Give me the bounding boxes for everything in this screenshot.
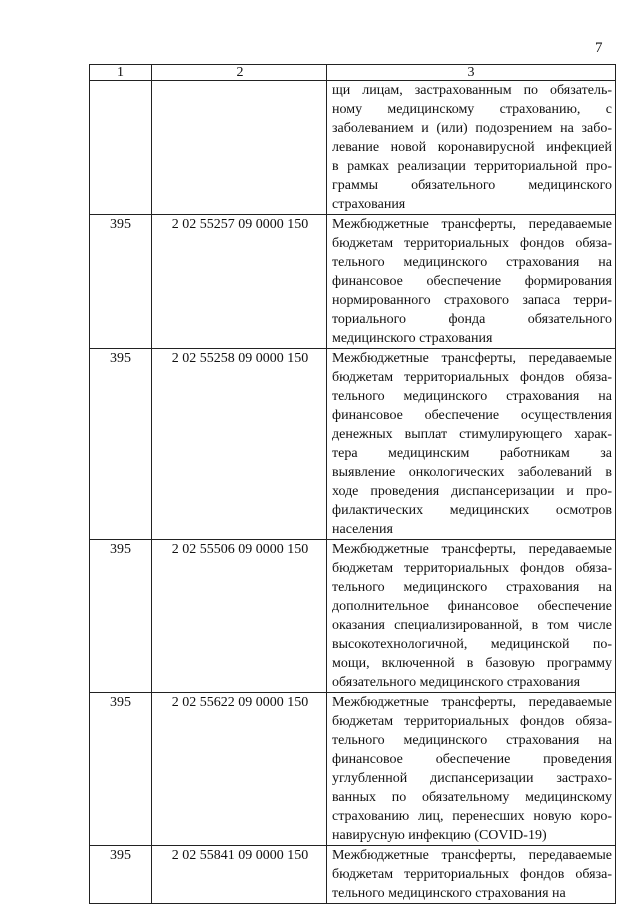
description-line: Межбюджетные трансферты, передаваемые xyxy=(332,695,612,710)
row-description-cell xyxy=(327,81,616,215)
row-description-cell xyxy=(327,846,616,904)
description-line: тельного медицинского страхования на xyxy=(332,886,566,901)
header-col-2: 2 xyxy=(152,65,327,81)
description-line: мощи, включенной в базовую программу xyxy=(332,656,612,671)
description-line: Межбюджетные трансферты, передаваемые xyxy=(332,217,612,232)
description-line: финансовое обеспечение осуществления xyxy=(332,408,612,423)
description-line: дополнительное финансовое обеспечение xyxy=(332,599,612,614)
row-classification-cell xyxy=(152,846,327,904)
budget-classification-code: 2 02 55622 09 0000 150 xyxy=(171,695,309,710)
budget-classification-code: 2 02 55257 09 0000 150 xyxy=(171,217,309,232)
description-line: бюджетам территориальных фондов обяза- xyxy=(332,867,612,882)
row-description-cell xyxy=(327,349,616,540)
description-line: навирусную инфекцию (COVID-19) xyxy=(332,828,547,843)
budget-classification-code: 2 02 55258 09 0000 150 xyxy=(171,351,309,366)
admin-code: 395 xyxy=(110,217,131,232)
description-line: высокотехнологичной, медицинской по- xyxy=(332,637,612,652)
table-row xyxy=(90,81,616,215)
table-header-row xyxy=(90,65,616,81)
budget-code-table xyxy=(89,64,616,904)
description-line: населения xyxy=(332,522,393,537)
description-line: Межбюджетные трансферты, передаваемые xyxy=(332,848,612,863)
table-row xyxy=(90,349,616,540)
header-col-3: 3 xyxy=(327,65,616,81)
description-line: страхования xyxy=(332,197,406,212)
description-line: Межбюджетные трансферты, передаваемые xyxy=(332,351,612,366)
description-line: углубленной диспансеризации застрахо- xyxy=(332,771,612,786)
description-line: медицинского страхования xyxy=(332,331,493,346)
description-line: щи лицам, застрахованным по обязатель- xyxy=(332,83,612,98)
page-number: 7 xyxy=(595,40,603,56)
description-line: оказания специализированной, в том числе xyxy=(332,618,612,633)
row-code-cell xyxy=(90,846,152,904)
description-line: в рамках реализации территориальной про- xyxy=(332,159,612,174)
description-line: финансовое обеспечение формирования xyxy=(332,274,612,289)
row-code-cell xyxy=(90,215,152,349)
description-line: тельного медицинского страхования на xyxy=(332,733,612,748)
description-line: бюджетам территориальных фондов обяза- xyxy=(332,714,612,729)
description-line: бюджетам территориальных фондов обяза- xyxy=(332,561,612,576)
description-line: левание новой коронавирусной инфекцией xyxy=(332,140,612,155)
row-classification-cell xyxy=(152,693,327,846)
row-description-cell xyxy=(327,540,616,693)
table-row xyxy=(90,846,616,904)
row-code-cell xyxy=(90,81,152,215)
description-line: денежных выплат стимулирующего харак- xyxy=(332,427,612,442)
description-line: бюджетам территориальных фондов обяза- xyxy=(332,370,612,385)
description-line: тельного медицинского страхования на xyxy=(332,255,612,270)
description-line: бюджетам территориальных фондов обяза- xyxy=(332,236,612,251)
row-code-cell xyxy=(90,540,152,693)
admin-code: 395 xyxy=(110,351,131,366)
row-classification-cell xyxy=(152,215,327,349)
description-line: ному медицинскому страхованию, с xyxy=(332,102,612,117)
row-code-cell xyxy=(90,349,152,540)
admin-code: 395 xyxy=(110,695,131,710)
description-line: финансовое обеспечение проведения xyxy=(332,752,612,767)
description-line: тельного медицинского страхования на xyxy=(332,580,612,595)
header-col-1: 1 xyxy=(90,65,152,81)
description-line: филактических медицинских осмотров xyxy=(332,503,612,518)
description-line: ториального фонда обязательного xyxy=(332,312,612,327)
description-line: обязательного медицинского страхования xyxy=(332,675,581,690)
description-line: граммы обязательного медицинского xyxy=(332,178,612,193)
budget-classification-code: 2 02 55506 09 0000 150 xyxy=(171,542,309,557)
admin-code: 395 xyxy=(110,848,131,863)
table-row xyxy=(90,693,616,846)
description-line: страхованию лиц, перенесших новую коро- xyxy=(332,809,612,824)
description-line: ходе проведения диспансеризации и про- xyxy=(332,484,612,499)
budget-classification-code: 2 02 55841 09 0000 150 xyxy=(171,848,309,863)
description-line: Межбюджетные трансферты, передаваемые xyxy=(332,542,612,557)
description-line: нормированного страхового запаса терри- xyxy=(332,293,612,308)
table-row xyxy=(90,540,616,693)
description-line: тера медицинским работникам за xyxy=(332,446,612,461)
description-line: заболеванием и (или) подозрением на забо- xyxy=(332,121,612,136)
description-line: ванных по обязательному медицинскому xyxy=(332,790,612,805)
row-description-cell xyxy=(327,215,616,349)
row-classification-cell xyxy=(152,540,327,693)
description-line: выявление онкологических заболеваний в xyxy=(332,465,612,480)
row-classification-cell xyxy=(152,81,327,215)
description-line: тельного медицинского страхования на xyxy=(332,389,612,404)
row-description-cell xyxy=(327,693,616,846)
admin-code: 395 xyxy=(110,542,131,557)
row-classification-cell xyxy=(152,349,327,540)
row-code-cell xyxy=(90,693,152,846)
table-row xyxy=(90,215,616,349)
